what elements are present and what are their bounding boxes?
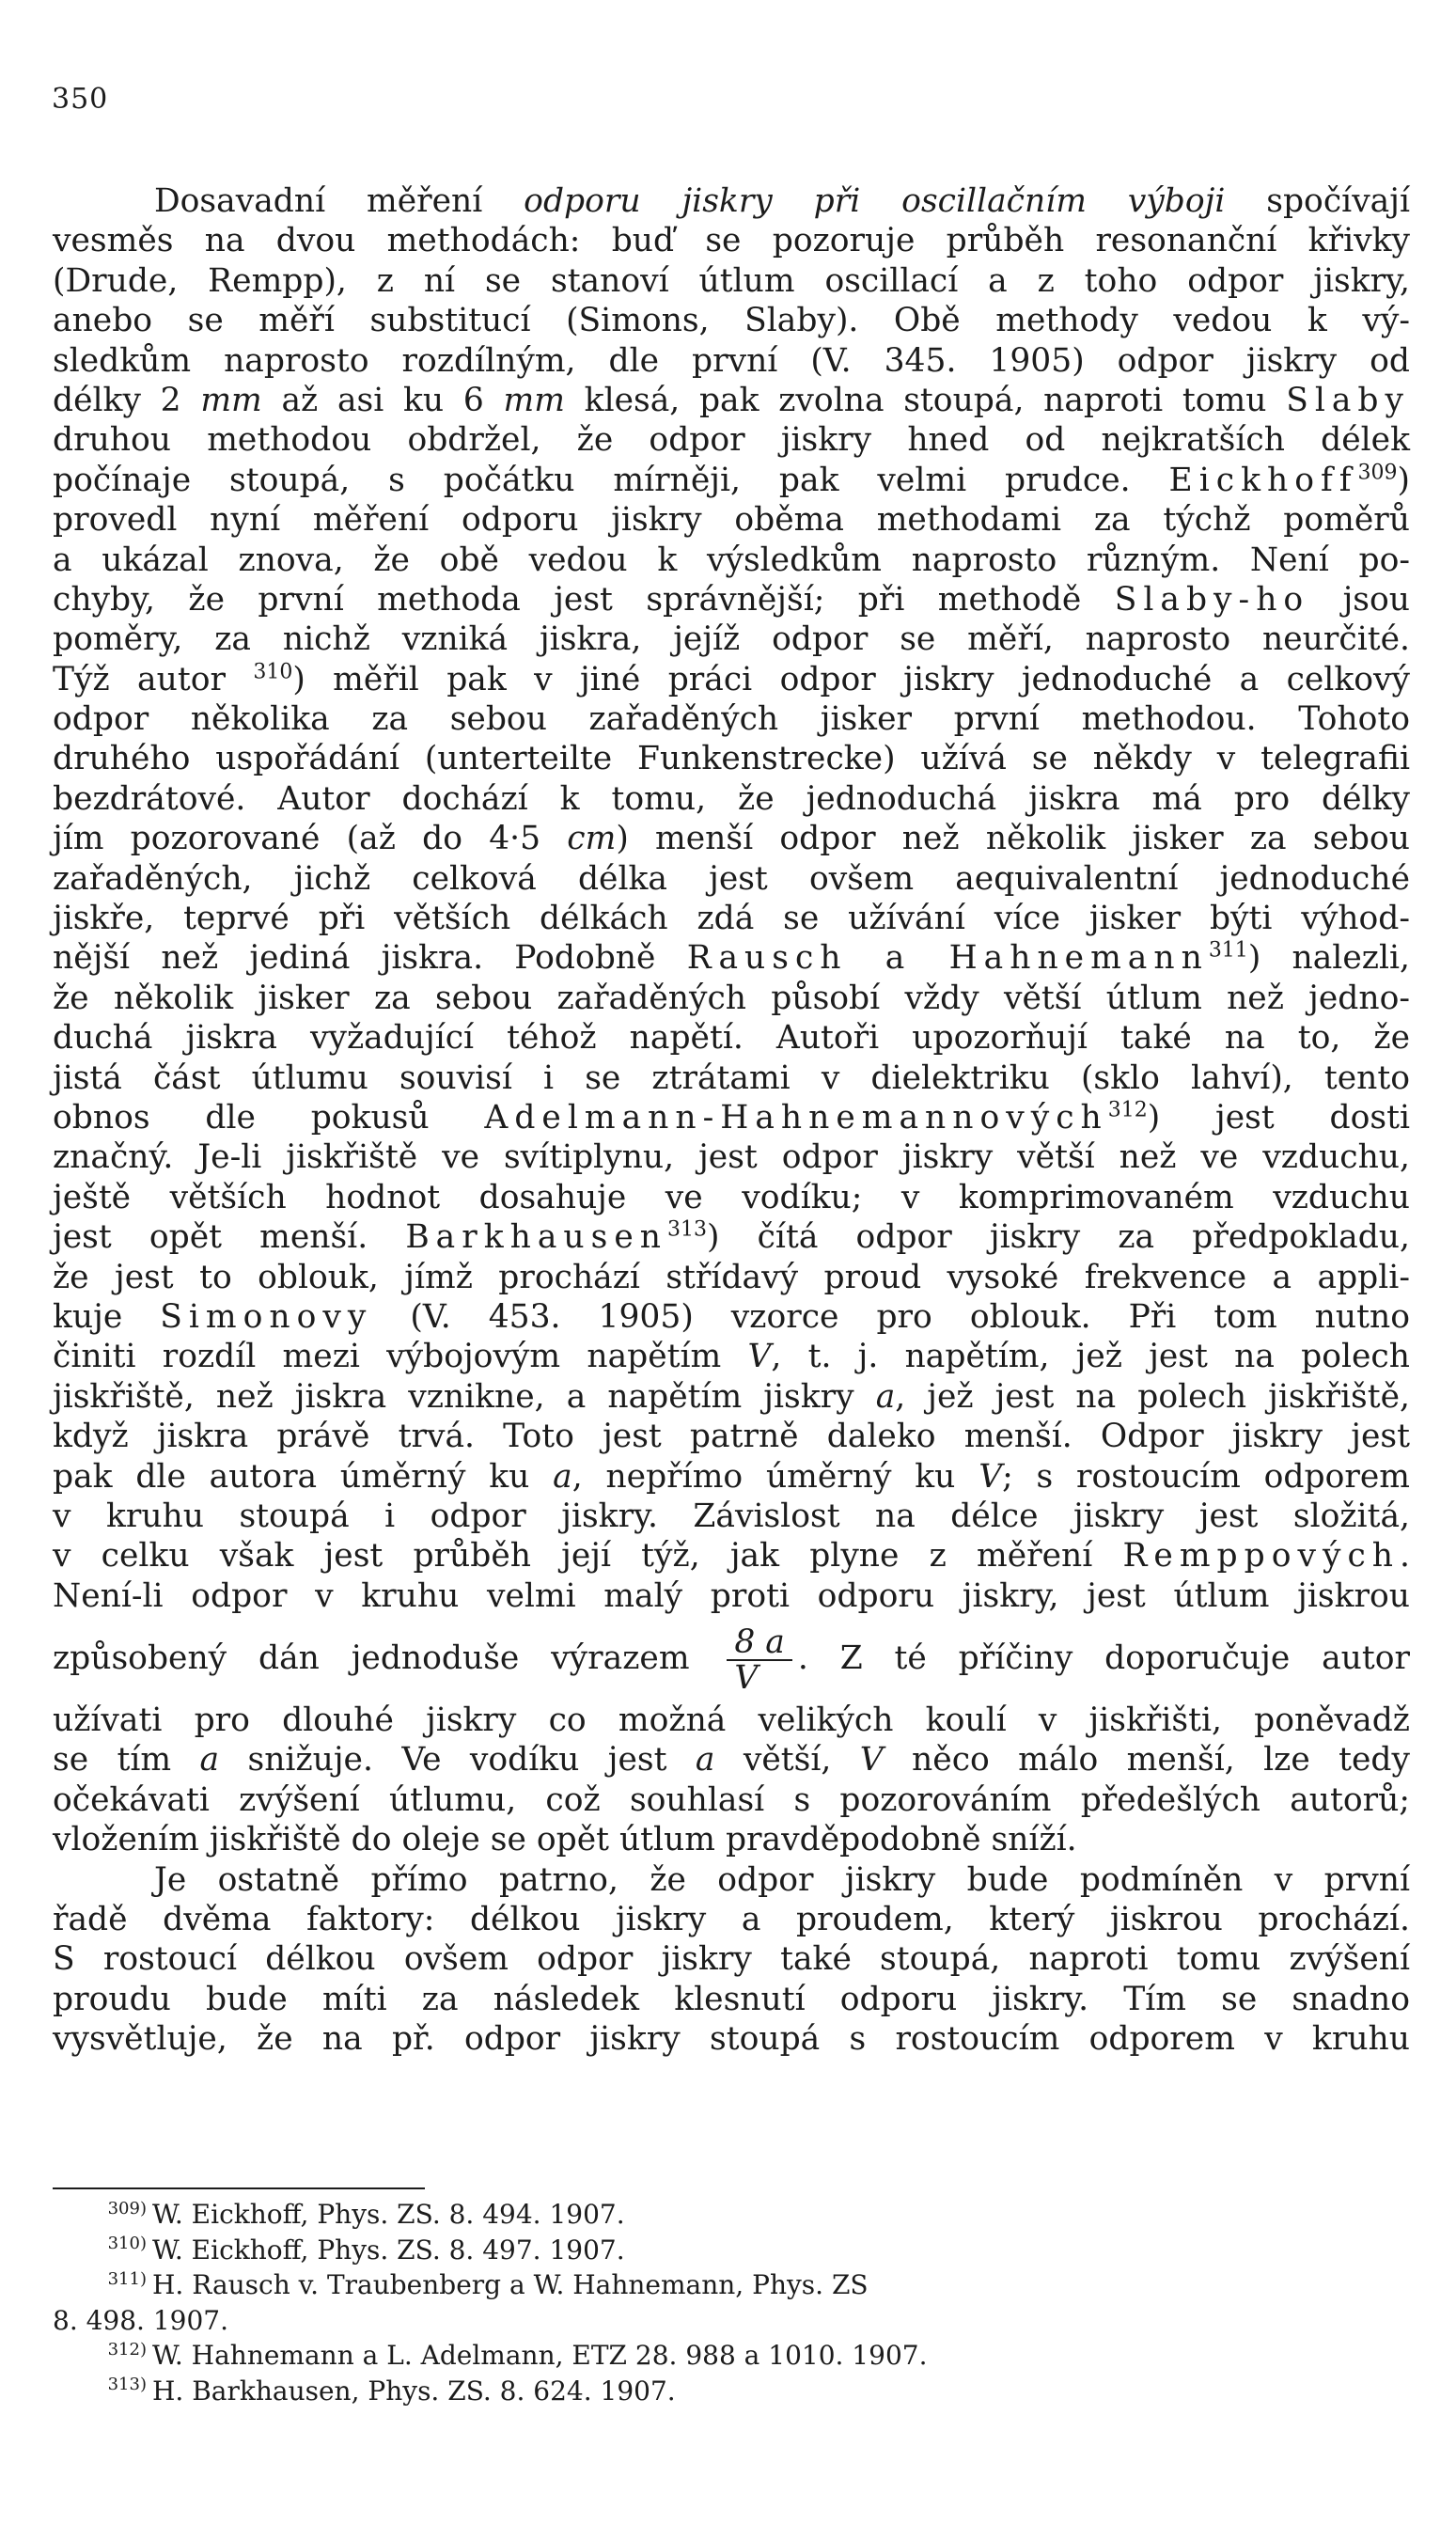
text-line: jest opět menší. Barkhausen$^{313}$) čítá odpor jiskry za předpokladu, (53, 1217, 1410, 1257)
author-name: Rausch a Hahnemann (686, 939, 1209, 978)
text-line: se tím a snižuje. Ve vodíku jest a větší, V něco málo menší, lze tedy (53, 1741, 1410, 1780)
footnote-continuation: 8. 498. 1907. (53, 2304, 229, 2336)
text-line: Je ostatně přímo patrno, že odpor jiskry bude podmíněn v první (154, 1860, 1410, 1899)
text-line: v kruhu stoupá i odpor jiskry. Závislost na délce jiskry jest složitá, (53, 1497, 1410, 1535)
footnote-ref: 309 (1357, 461, 1398, 485)
author-name: Slaby (1286, 381, 1410, 419)
text-line: a ukázal znova, že obě vedou k výsledkům naprosto různým. Není po- (53, 541, 1410, 579)
author-name: Eickhoff (1168, 461, 1358, 499)
text-line: vysvětluje, že na př. odpor jiskry stoupá s rostoucím odporem v kruhu (53, 2020, 1410, 2059)
text-line: sledkům naprosto rozdílným, dle první (V. 345. 1905) odpor jiskry od (53, 341, 1410, 380)
footnote: 309) W. Eickhoff, Phys. ZS. 8. 494. 1907. (107, 2198, 625, 2230)
footnote-text: W. Eickhoff, Phys. ZS. 8. 494. 1907. (152, 2199, 625, 2230)
text-line: poměry, za nichž vzniká jiskra, jejíž odpor se měří, naprosto neurčité. (53, 620, 1410, 659)
text-line: délky 2 mm až asi ku 6 mm klesá, pak zvolna stoupá, naproti tomu Slaby (53, 381, 1410, 419)
text-line: jiskřiště, než jiskra vznikne, a napětím jiskry a, jež jest na polech jiskřiště, (53, 1377, 1410, 1416)
text-line: že jest to oblouk, jímž prochází střídavý proud vysoké frekvence a appli- (53, 1258, 1410, 1296)
footnote: 313) H. Barkhausen, Phys. ZS. 8. 624. 1907. (107, 2375, 676, 2407)
text-line: proudu bude míti za následek klesnutí odporu jiskry. Tím se snadno (53, 1980, 1410, 2018)
text-line: odpor několika za sebou zařaděných jisker první methodou. Tohoto (53, 700, 1410, 739)
footnote-ref: 313 (667, 1217, 707, 1242)
footnote: 311) H. Rausch v. Traubenberg a W. Hahnemann, Phys. ZS (107, 2268, 869, 2300)
author-name: Slaby-ho (1114, 580, 1310, 619)
text-line: když jiskra právě trvá. Toto jest patrně daleko menší. Odpor jiskry jest (53, 1418, 1410, 1456)
formula-denominator: V (734, 1658, 759, 1697)
text-line: nější než jediná jiskra. Podobně Rausch a Hahnemann$^{311}$) nalezli, (53, 938, 1410, 978)
footnote-text: W. Eickhoff, Phys. ZS. 8. 497. 1907. (152, 2234, 625, 2266)
page-number: 350 (52, 83, 109, 116)
text-line: bezdrátové. Autor dochází k tomu, že jednoduchá jiskra má pro délky (53, 779, 1410, 818)
text-line: značný. Je-li jiskřiště ve svítiplynu, jest odpor jiskry větší než ve vzduchu, (53, 1138, 1410, 1177)
text-line: S rostoucí délkou ovšem odpor jiskry také stoupá, naproti tomu zvýšení (53, 1940, 1410, 1979)
text-line: druhou methodou obdržel, že odpor jiskry hned od nejkratších délek (53, 421, 1410, 460)
text-line: vložením jiskřiště do oleje se opět útlum pravděpodobně sníží. (53, 1821, 1077, 1859)
text-line: jistá část útlumu souvisí i se ztrátami v dielektriku (sklo lahví), tento (53, 1058, 1410, 1097)
text-line: v celku však jest průběh její týž, jak plyne z měření Remppových. (53, 1537, 1410, 1576)
text-line: užívati pro dlouhé jiskry co možná velikých koulí v jiskřišti, poněvadž (53, 1701, 1410, 1740)
footnote-ref: 311 (1208, 938, 1248, 963)
text-line: ještě větších hodnot dosahuje ve vodíku; v komprimovaném vzduchu (53, 1178, 1410, 1216)
footnote-text: W. Hahnemann a L. Adelmann, ETZ 28. 988 a 1010. 1907. (152, 2340, 928, 2371)
formula-numerator: 8 a (727, 1625, 792, 1661)
text-line: chyby, že první methoda jest správnější; při methodě Slaby-ho jsou (53, 580, 1410, 619)
text-line: očekávati zvýšení útlumu, což souhlasí s pozorováním předešlých autorů; (53, 1780, 1410, 1819)
author-name: Remppových (1122, 1537, 1401, 1576)
text-line: že několik jisker za sebou zařaděných působí vždy větší útlum než jedno- (53, 979, 1410, 1017)
text-line: duchá jiskra vyžadující téhož napětí. Autoři upozorňují také na to, že (53, 1019, 1410, 1058)
footnote: 312) W. Hahnemann a L. Adelmann, ETZ 28. 988 a 1010. 1907. (107, 2339, 928, 2371)
text-line: zařaděných, jichž celková délka jest ovšem aequivalentní jednoduché (53, 859, 1410, 898)
text-line: (Drude, Rempp), z ní se stanoví útlum oscillací a z toho odpor jiskry, (53, 261, 1410, 300)
text-line: kuje Simonovy (V. 453. 1905) vzorce pro oblouk. Při tom nutno (53, 1297, 1410, 1336)
text-line: jím pozorované (až do 4·5 cm) menší odpor než několik jisker za sebou (53, 820, 1411, 858)
footnote-ref: 312 (1107, 1098, 1148, 1122)
footnotes (53, 2197, 1410, 2408)
text-line: vesměs na dvou methodách: buď se pozoruje průběh resonanční křivky (53, 222, 1410, 260)
author-name: Barkhausen (405, 1218, 667, 1257)
author-name: Simonovy (160, 1297, 373, 1336)
author-name: Adelmann-Hahnemannových (484, 1098, 1108, 1137)
text-line: anebo se měří substitucí (Simons, Slaby). Obě methody vedou k vý- (53, 302, 1410, 340)
text-line: Dosavadní měření odporu jiskry při oscillačním výboji spočívají (154, 182, 1410, 220)
footnote-divider (53, 2187, 425, 2189)
footnote-ref: 310 (253, 660, 293, 684)
text-line: Není-li odpor v kruhu velmi malý proti odporu jiskry, jest útlum jiskrou (53, 1576, 1410, 1615)
body-text (53, 181, 1410, 2060)
emphasis: odporu jiskry při oscillačním výboji (524, 182, 1226, 220)
text-line: provedl nyní měření odporu jiskry oběma methodami za týchž poměrů (53, 501, 1410, 540)
text-line: druhého uspořádání (unterteilte Funkenstrecke) užívá se někdy v telegrafii (53, 740, 1410, 778)
text-line: řadě dvěma faktory: délkou jiskry a proudem, který jiskrou prochází. (53, 1901, 1410, 1939)
text-line: Týž autor $^{310}$) měřil pak v jiné práci odpor jiskry jednoduché a celkový (53, 660, 1410, 698)
text-line: obnos dle pokusů Adelmann-Hahnemannových$^{312}$) jest dosti (53, 1098, 1410, 1137)
text-line: jiskře, teprvé při větších délkách zdá se užívání více jisker býti výhod- (53, 900, 1410, 938)
footnote-text: H. Rausch v. Traubenberg a W. Hahnemann, Phys. ZS (152, 2269, 869, 2300)
text-line: způsobený dán jednoduše výrazem $\frac{8 a}{V}$ . Z té příčiny doporučuje autor (53, 1623, 1410, 1697)
damping-formula (727, 1625, 792, 1695)
text-line: počínaje stoupá, s počátku mírněji, pak velmi prudce. Eickhoff$^{309}$) (53, 461, 1410, 499)
footnote-text: H. Barkhausen, Phys. ZS. 8. 624. 1907. (152, 2375, 676, 2407)
text-line: činiti rozdíl mezi výbojovým napětím V, t. j. napětím, jež jest na polech (53, 1338, 1410, 1376)
footnote: 310) W. Eickhoff, Phys. ZS. 8. 497. 1907. (107, 2234, 625, 2266)
text-line: pak dle autora úměrný ku a, nepřímo úměrný ku V; s rostoucím odporem (53, 1457, 1410, 1496)
